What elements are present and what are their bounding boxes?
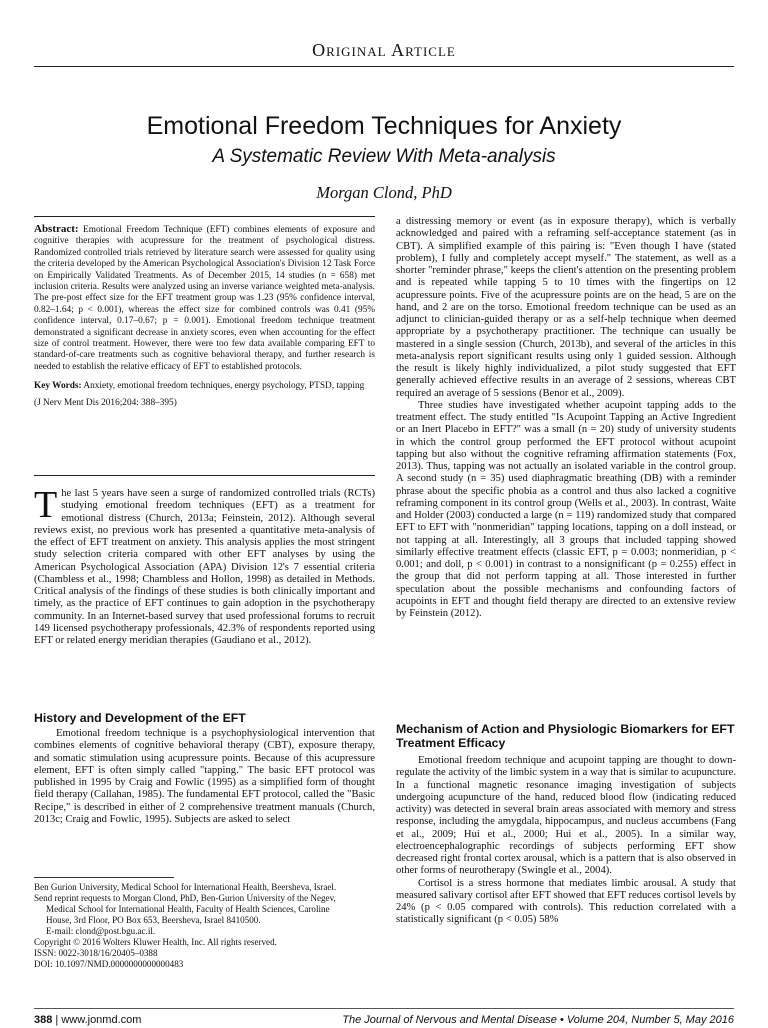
header-rule	[34, 66, 734, 67]
history-heading: History and Development of the EFT	[34, 711, 246, 725]
keywords-text: Anxiety, emotional freedom techniques, energy psychology, PTSD, tapping	[81, 381, 365, 392]
introduction	[34, 484, 375, 647]
right-column-top	[396, 216, 736, 620]
journal-website[interactable]: www.jonmd.com	[61, 1014, 142, 1026]
drop-cap: T	[34, 484, 58, 526]
footer-journal-info	[342, 1014, 734, 1026]
page-footer	[34, 1014, 734, 1028]
mechanism-section	[396, 755, 736, 927]
journal-citation: (J Nerv Ment Dis 2016;204: 388–395)	[34, 397, 177, 408]
reprint-address: House, 3rd Floor, PO Box 653, Beersheva, Israel 8410500.	[46, 915, 261, 925]
mechanism-heading: Mechanism of Action and Physiologic Biomarkers for EFT Treatment Efficacy	[396, 722, 735, 750]
abstract-text: Emotional Freedom Technique (EFT) combines elements of exposure and cognitive therapies with acupressure for the treatment of psychological distress. Randomized controlled trials retrieved by literature search were assessed for quality using the criteria developed by the American Psychological Association's Division 12 Task Force on Empirically Validated Treatments. As of December 2015, 14 studies (n = 658) met inclusion criteria. Results were analyzed using an inverse variance weighted meta-analysis. The pre-post effect size for the EFT treatment group was 1.23 (95% confidence interval, 0.82–1.64; p < 0.001), whereas the effect size for combined controls was 0.41 (95% confidence interval, 0.17–0.67; p = 0.001). Emotional freedom technique treatment demonstrated a significant decrease in anxiety scores, even when accounting for the effect size of control treatment. However, there were too few data available comparing EFT to standard-of-care treatments such as cognitive behavioral therapy, and further research is needed to establish the relative efficacy of EFT to established protocols.	[34, 225, 375, 372]
doi: DOI: 10.1097/NMD.0000000000000483	[34, 959, 184, 969]
abstract-rule	[34, 475, 375, 476]
footnote-copyright: Copyright © 2016 Wolters Kluwer Health, Inc. All rights reserved.	[34, 937, 277, 947]
reprint-requests: Send reprint requests to Morgan Clond, PhD, Ben-Gurion University of the Negev,	[34, 893, 336, 903]
abstract	[34, 216, 375, 409]
article-subtitle: A Systematic Review With Meta-analysis	[212, 146, 556, 167]
right-para-2: Three studies have investigated whether acupoint tapping adds to the treatment effect. The study entitled "Is Acupoint Tapping an Active Ingredient or an Inert Placebo in EFT?" was a small (n = 20) study of university students in which the control group performed the EFT protocol without acupoint tapping but also without the cognitive reframing affirmation statements (Fox, 2013). Thus, tapping was not actually an isolated variable in the control group. A second study (n = 35) used diaphragmatic breathing (DB) with a reminder phrase about the specific phobia as a control and thus also lacked a cognitive reframing component in its control group (Wells et al., 2003). In contrast, Waite and Holder (2003) conducted a large (n = 119) randomized study that compared EFT to EFT with "nonmeridian" tapping locations, tapping on a doll instead, or not tapping at all. Interestingly, all 3 groups that included tapping showed similarly effective treatment effects (classic EFT, p = 0.003; nonmeridian, p < 0.001; and doll, p < 0.001) in contrast to a nonsignificant (p = 0.255) effect in the group that did not perform tapping at all. Those interested in further speculation about the possible mechanisms and confounding factors of acupoints in EFT and thought field therapy are directed to an extensive review by Feinstein (2012).	[396, 399, 736, 619]
journal-issue: Volume 204, Number 5, May 2016	[566, 1014, 734, 1026]
keywords-label: Key Words:	[34, 381, 82, 392]
history-text: Emotional freedom technique is a psychophysiological intervention that combines elements of cognitive behavioral therapy (CBT), exposure therapy, and somatic stimulation using acupressure points. Because of this acupressure element, EFT is often simply called "tapping." The basic EFT protocol was published in 1995 by Craig and Fowlic (1995) as a simplified form of thought field therapy (Callahan, 1985). The fundamental EFT protocol, called the "Basic Recipe," is described in either of 2 comprehensive treatment manuals (Church, 2013c; Craig and Fowlic, 1995). Subjects are asked to select	[34, 728, 375, 825]
article-title: Emotional Freedom Techniques for Anxiety	[146, 112, 622, 140]
footnote-rule	[34, 877, 174, 878]
mechanism-para-2: Cortisol is a stress hormone that mediates limbic arousal. A study that measured salivary cortisol after EFT showed that EFT reduces cortisol levels by 24% (p < 0.05 compared with controls). This reduction correlated with a statistically significant (p < 0.05) 58%	[396, 877, 736, 926]
issn: ISSN: 0022-3018/16/20405–0388	[34, 948, 158, 958]
right-para-1: a distressing memory or event (as in exposure therapy), which is verbally acknowledged and paired with a reframing self-acceptance statement (as in CBT). A simplified example of this pairing is: "Even though I have (stated problem), I fully and completely accept myself." The statement, as well as a shorter "reminder phrase," keeps the client's attention on the presenting problem and is repeated while tapping 5 to 10 times with the fingertips on 12 acupressure points. Five of the acupressure points are on the head, 5 are on the hand, and 2 are on the torso. Emotional freedom technique can be used as an adjunct to clinician-guided therapy or as a self-help technique when deemed appropriate by a psychotherapy practitioner. The technique can usually be mastered in a single session (Church, 2013b), and several of the articles in this meta-analysis report significant results using only 1 guided session. Although the result is likely highly individualized, a pilot study suggested that EFT generally achieved effective results in an average of 2 sessions, whereas CBT required an average of 5 sessions (Benor et al., 2009).	[396, 216, 736, 399]
footer-bullet: •	[559, 1014, 564, 1026]
keywords	[34, 381, 375, 392]
mechanism-para-1: Emotional freedom technique and acupoint tapping are thought to down-regulate the activity of the limbic system in a way that is similar to acupuncture. In a functional magnetic resonance imaging investigation of subjects undergoing acupuncture of the hand, reduced blood flow (indicating reduced activity) was detected in several brain areas associated with memory and stress response, including the amygdala, hippocampus, and nucleus accumbens (Fang et al., 2009; Hui et al., 2000; Hui et al., 2005). In a similar way, electroencephalographic recordings of subjects performing EFT show decreased right frontal cortex arousal, which is a pattern that is also observed in other forms of neurotherapy (Swingle et al., 2004).	[396, 755, 736, 877]
journal-name: The Journal of Nervous and Mental Disease	[342, 1014, 557, 1026]
abstract-lead: Abstract:	[34, 223, 79, 235]
page-number: 388	[34, 1014, 53, 1026]
footer-rule	[34, 1008, 734, 1009]
author-email[interactable]: E-mail: clond@post.bgu.ac.il.	[46, 926, 156, 936]
affiliation: Ben Gurion University, Medical School for International Health, Beersheva, Israel.	[34, 882, 337, 892]
footnotes	[34, 882, 375, 970]
footer-separator: |	[55, 1014, 59, 1026]
history-section	[34, 728, 375, 826]
article-author: Morgan Clond, PhD	[316, 183, 452, 202]
reprint-requests-cont: Medical School for International Health, Faculty of Health Sciences, Caroline	[46, 904, 330, 914]
intro-text: he last 5 years have seen a surge of randomized controlled trials (RCTs) studying emotional freedom techniques (EFT) as a treatment for emotional distress (Church, 2013a; Feinstein, 2012). Although several reviews exist, no previous work has presented a quantitative meta-analysis of the effect of EFT treatment on anxiety. This analysis applies the most stringent study selection criteria compared with other EFT analyses by using the American Psychological Association (APA) Division 12's 7 essential criteria (Chambless et al., 1998; Chambless and Hollon, 1998) as detailed in Methods. Critical analysis of the findings of these studies is both clinically important and timely, as the practice of EFT continues to gain adoption in the psychotherapy community. In an Internet-based survey that used professional forums to recruit 149 licensed psychotherapy professionals, 42.3% of respondents reported using EFT or related energy meridian therapies (Gaudiano et al., 2012).	[34, 488, 375, 646]
section-label: Original Article	[312, 40, 456, 60]
